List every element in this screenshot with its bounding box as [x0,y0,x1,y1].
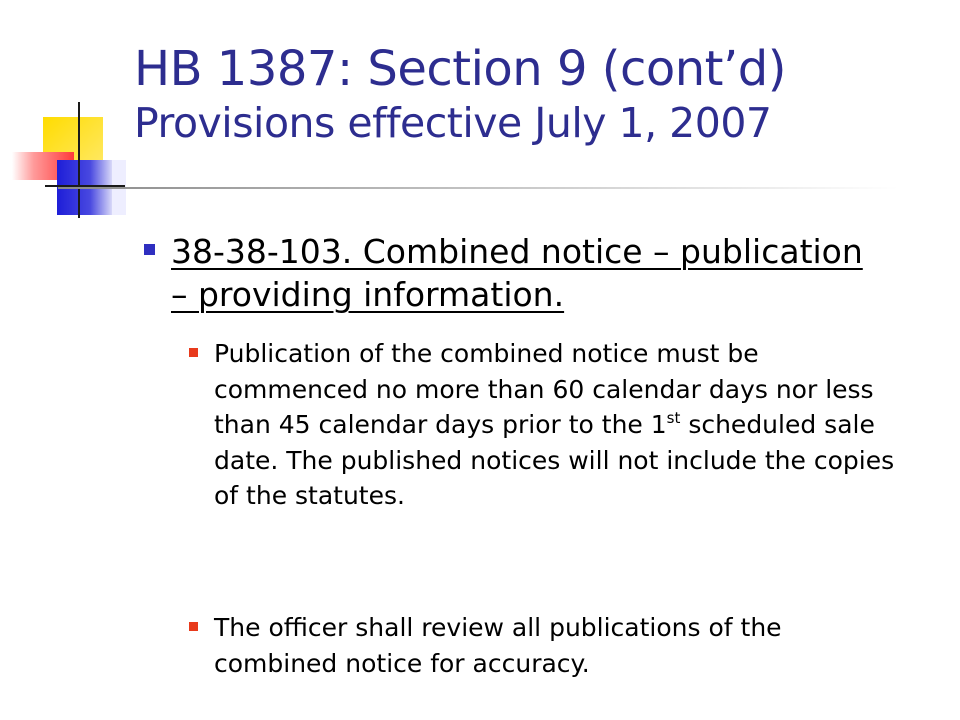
sub-bullet-square-icon [189,348,198,357]
sub-bullet-publication-text [214,336,909,514]
bullet-heading [144,230,864,316]
sub-bullet-review-text: The officer shall review all publications of the combined notice for accuracy. [214,613,782,678]
sub-bullet-publication [189,336,909,514]
sub-bullet-review [189,610,909,681]
ordinal-superscript: st [666,409,681,427]
sub-bullet-text-part-1: Publication of the combined notice must be commenced no more than 60 calendar days nor less than 45 calendar days prior to the 1 [214,339,874,439]
bullet-square-icon [144,244,155,255]
sub-bullet-square-icon [189,622,198,631]
title-divider [58,187,898,189]
slide-title [134,40,934,148]
bullet-heading-text: 38-38-103. Combined notice – publication – providing information. [171,232,863,314]
title-line-2: Provisions effective July 1, 2007 [134,99,772,147]
sub-bullet-text-part-2: scheduled sale date. The published notices will not include the copies of the statutes. [214,410,895,510]
vertical-line [78,102,80,218]
title-line-1: HB 1387: Section 9 (cont’d) [134,41,786,97]
